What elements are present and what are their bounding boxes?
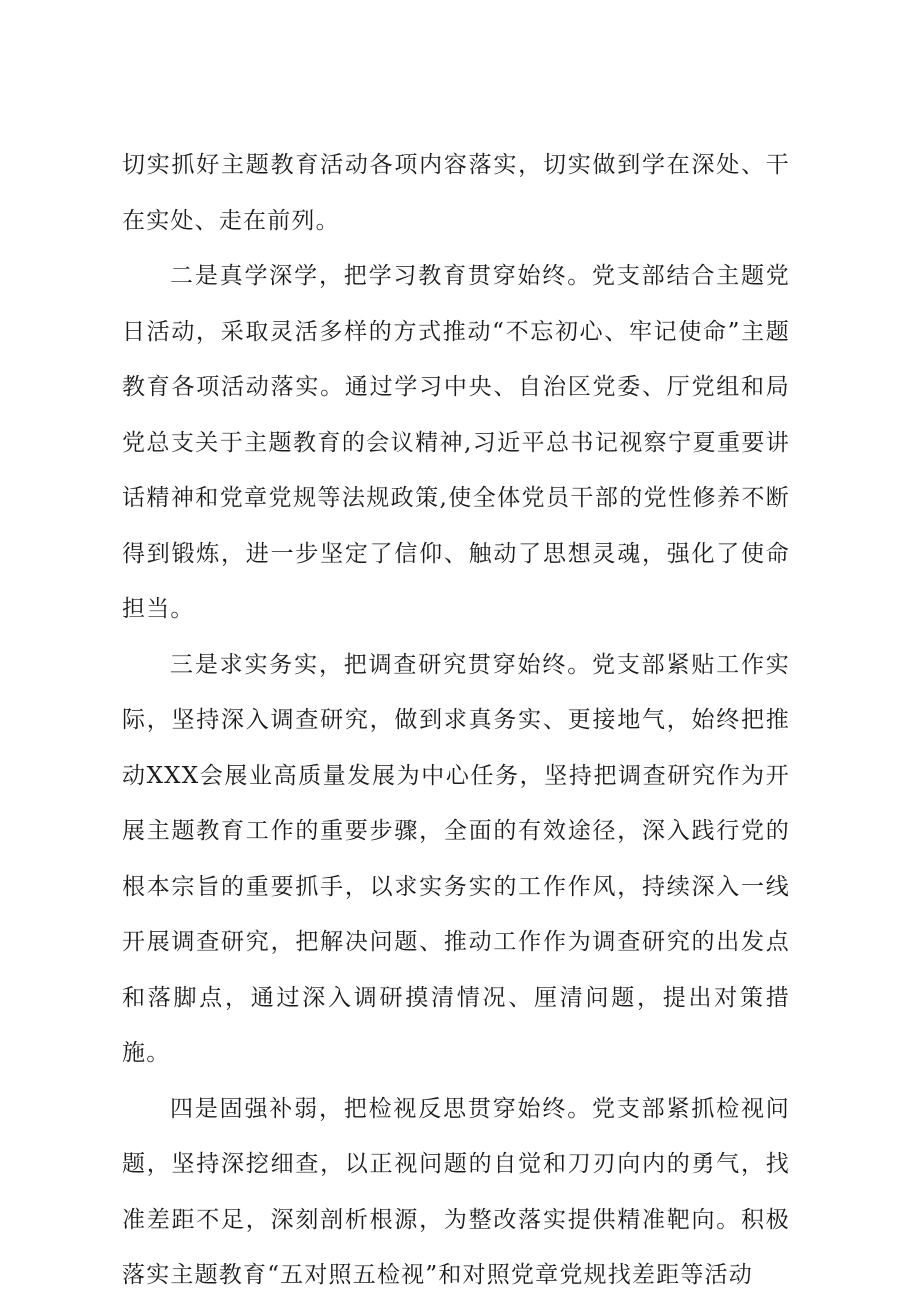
paragraph-point-four: 四是固强补弱，把检视反思贯穿始终。党支部紧抓检视问题，坚持深挖细查，以正视问题的自觉和刀刃向内的勇气，找准差距不足，深刻剖析根源，为整改落实提供精准靶向。积极落实主题教育“五对照五检视”和对照党章党规找差距等活动 [122, 1095, 790, 1288]
paragraph-continuation: 切实抓好主题教育活动各项内容落实，切实做到学在深处、干在实处、走在前列。 [122, 152, 790, 234]
paragraph-point-two: 二是真学深学，把学习教育贯穿始终。党支部结合主题党日活动，采取灵活多样的方式推动“不忘初心、牢记使命”主题教育各项活动落实。通过学习中央、自治区党委、厅党组和局党总支关于主题教育的会议精神,习近平总书记视察宁夏重要讲话精神和党章党规等法规政策,使全体党员干部的党性修养不断得到锻炼，进一步坚定了信仰、触动了思想灵魂，强化了使命担当。 [122, 263, 790, 622]
document-body [122, 138, 790, 1304]
paragraph-point-three: 三是求实务实，把调查研究贯穿始终。党支部紧贴工作实际，坚持深入调查研究，做到求真务实、更接地气，始终把推动XXX会展业高质量发展为中心任务，坚持把调查研究作为开展主题教育工作的重要步骤，全面的有效途径，深入践行党的根本宗旨的重要抓手，以求实务实的工作作风，持续深入一线开展调查研究，把解决问题、推动工作作为调查研究的出发点和落脚点，通过深入调研摸清情况、厘清问题，提出对策措施。 [122, 651, 790, 1066]
